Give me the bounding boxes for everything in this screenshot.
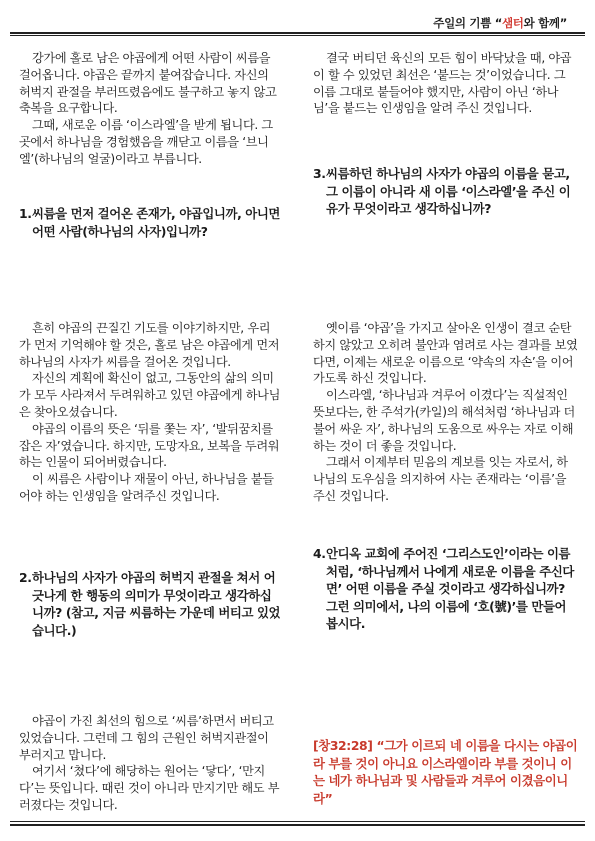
question-text: 씨름하던 하나님의 사자가 야곱의 이름을 묻고, 그 이름이 아니라 새 이름 ‘이스라엘’을 주신 이유가 무엇이라고 생각하십니까? — [326, 166, 571, 217]
paragraph: 자신의 계획에 확신이 없고, 그동안의 삶의 의미가 모두 사라져서 두려워하고 있던 야곱에게 하나님은 찾아오셨습니다. — [19, 371, 281, 419]
bottom-rule-thin — [10, 821, 585, 822]
left-paragraph-1 — [19, 50, 281, 168]
header-suffix: 와 함께” — [523, 16, 567, 30]
top-rule-thin — [10, 35, 585, 36]
paragraph: 이 씨름은 사람이나 재물이 아닌, 하나님을 붙들어야 하는 인생임을 알려주신 것입니다. — [19, 472, 274, 503]
page-header — [433, 15, 567, 31]
right-paragraph-1 — [313, 50, 579, 117]
question-number: 3. — [313, 166, 326, 181]
question-text: 씨름을 먼저 걸어온 존재가, 야곱입니까, 아니면 어떤 사람(하나님의 사자)입니까? — [32, 206, 281, 239]
scripture-verse — [313, 737, 579, 807]
question-4 — [313, 545, 579, 633]
paragraph: 그때, 새로운 이름 ‘이스라엘’을 받게 됩니다. 그곳에서 하나님을 경험했음을 깨닫고 이름을 ‘브니엘’(하나님의 얼굴)이라고 부릅니다. — [19, 118, 273, 166]
paragraph: 강가에 홀로 남은 야곱에게 어떤 사람이 씨름을 걸어옵니다. 야곱은 끝까지 붙여잡습니다. 자신의 허벅지 관절을 부러뜨렸음에도 불구하고 놓지 않고 축복을 요구합니다. — [19, 51, 277, 116]
question-number: 1. — [19, 206, 32, 221]
paragraph: 흔히 야곱의 끈질긴 기도를 이야기하지만, 우리가 먼저 기억해야 할 것은, 홀로 남은 야곱에게 먼저 하나님의 사자가 씨름을 걸어온 것입니다. — [19, 321, 280, 369]
verse-reference: [창32:28] — [313, 738, 373, 753]
header-prefix: 주일의 기쁨 “ — [433, 16, 502, 30]
paragraph: 옛이름 ‘야곱’을 가지고 살아온 인생이 결코 순탄하지 않았고 오히려 불안과 염려로 사는 결과를 보였다면, 이제는 새로운 이름으로 ‘약속의 자손’을 이어가도록 하신 것입니다. — [313, 321, 578, 386]
question-number: 2. — [19, 570, 32, 585]
bottom-rule — [10, 824, 585, 826]
left-paragraph-3 — [19, 713, 281, 814]
paragraph: 그래서 이제부터 믿음의 계보를 잇는 자로서, 하나님의 도우심을 의지하여 사는 존재라는 ‘이름’을 주신 것입니다. — [313, 455, 568, 503]
paragraph: 야곱이 가진 최선의 힘으로 ‘씨름’하면서 버티고 있었습니다. 그런데 그 힘의 근원인 허벅지관절이 부러지고 맙니다. — [19, 714, 274, 762]
question-number: 4. — [313, 546, 326, 561]
paragraph: 여기서 ‘쳤다’에 해당하는 원어는 ‘닿다’, ‘만지다’는 뜻입니다. 때린 것이 아니라 만지기만 해도 부러졌다는 것입니다. — [19, 764, 280, 812]
question-2 — [19, 569, 281, 639]
paragraph: 이스라엘, ‘하나님과 겨루어 이겼다’는 직설적인 뜻보다는, 한 주석가(카일)의 해석처럼 ‘하나님과 더불어 싸운 자’, 하나님의 도움으로 싸우는 자로 이해하는 것이 더 좋을 것입니다. — [313, 388, 575, 453]
question-3 — [313, 165, 579, 218]
question-text: 안디옥 교회에 주어진 ‘그리스도인’이라는 이름처럼, ‘하나님께서 나에게 새로운 이름을 주신다면’ 어떤 이름을 주실 것이라고 생각하십니까? 그런 의미에서, 나의 이름에 ‘호(號)’를 만들어 봅시다. — [326, 546, 575, 632]
left-paragraph-2 — [19, 320, 281, 505]
right-paragraph-2 — [313, 320, 579, 505]
top-rule — [10, 32, 585, 34]
verse-text: “그가 이르되 네 이름을 다시는 야곱이라 부를 것이 아니요 이스라엘이라 부를 것이니 이는 네가 하나님과 및 사람들과 겨루어 이겼음이니라” — [313, 738, 578, 806]
paragraph: 야곱의 이름의 뜻은 ‘뒤를 쫓는 자’, ‘발뒤꿈치를 잡은 자’였습니다. 하지만, 도망자요, 보복을 두려워하는 인물이 되어버렸습니다. — [19, 421, 280, 470]
question-1 — [19, 205, 281, 240]
question-text: 하나님의 사자가 야곱의 허벅지 관절을 쳐서 어긋나게 한 행동의 의미가 무엇이라고 생각하십니까? (참고, 지금 씨름하는 가운데 버티고 있었습니다.) — [32, 570, 281, 638]
header-accent: 샘터 — [501, 16, 524, 30]
paragraph: 결국 버티던 육신의 모든 힘이 바닥났을 때, 야곱이 할 수 있었던 최선은 ‘붙드는 것’이었습니다. 그 이름 그대로 붙들어야 했지만, 사람이 아닌 ‘하나님’을 붙드는 인생임을 알려 주신 것입니다. — [313, 51, 572, 116]
